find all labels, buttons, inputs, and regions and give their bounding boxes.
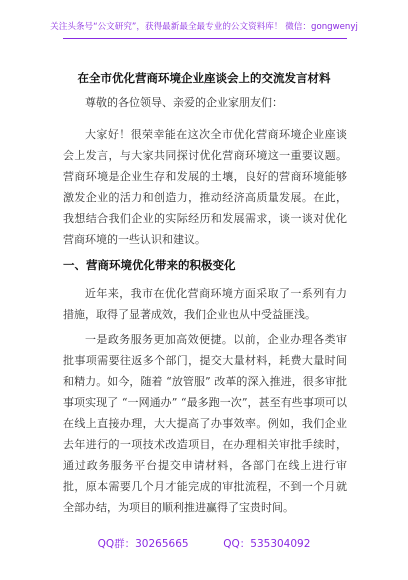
intro-paragraph: 大家好！很荣幸能在这次全市优化营商环境企业座谈会上发言，与大家共同探讨优化营商环境这一重要议题。营商环境是企业生存和发展的土壤，良好的营商环境能够激发企业的活力和创造力，推动经济高质量发展。在此，我想结合我们企业的实际经历和发展需求，谈一谈对优化营商环境的一些认识和建议。 [63, 128, 347, 246]
document-title: 在全市优化营商环境企业座谈会上的交流发言材料 [77, 71, 331, 85]
salutation: 尊敬的各位领导、亲爱的企业家朋友们： [85, 96, 283, 109]
footer-qq: QQ：535304092 [223, 538, 311, 550]
section-paragraph-2: 一是政务服务更加高效便捷。以前，企业办理各类审批事项需要往返多个部门，提交大量材料，耗费大量时间和精力。如今，随着 “放管服” 改革的深入推进，很多审批事项实现了 “一网通办” “最多跑一次”，甚至有些事项可以在线上直接办理，大大提高了办事效率。例如，我们企业去年进行的一项技术改造项目，在办理相关审批手续时，通过政务服务平台提交申请材料，各部门在线上进行审批，原本需要几个月才能完成的审批流程，不到一个月就全部办结，为项目的顺利推进赢得了宝贵时间。 [63, 333, 347, 514]
section-heading: 一、营商环境优化带来的积极变化 [63, 258, 236, 272]
footer-qq-group: QQ群：30265665 [97, 538, 189, 550]
header-banner: 关注头条号“公文研究”，获得最新最全最专业的公文资料库！ 微信：gongwenyj [50, 22, 358, 32]
footer-contact [0, 536, 408, 551]
header-divider [63, 38, 347, 39]
section-paragraph-1: 近年来，我市在优化营商环境方面采取了一系列有力措施，取得了显著成效，我们企业也从中受益匪浅。 [63, 287, 347, 321]
